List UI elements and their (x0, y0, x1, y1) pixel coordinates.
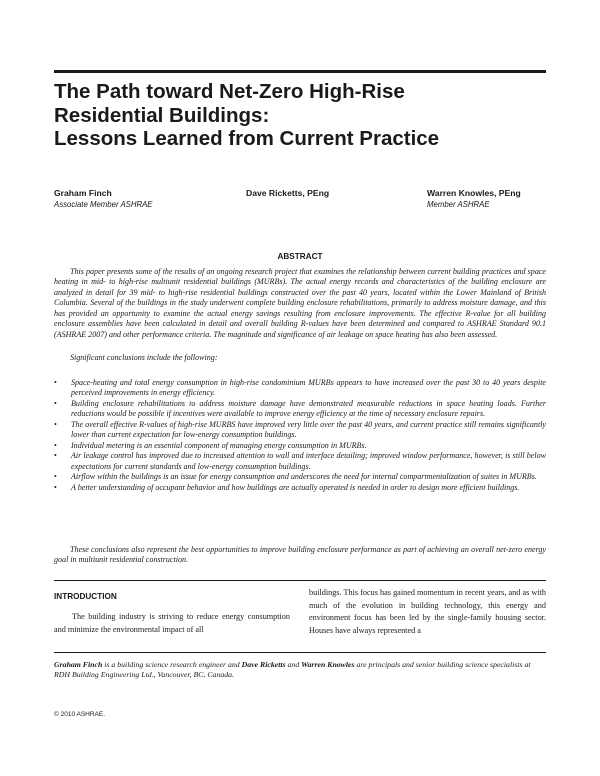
bullet-icon: • (54, 472, 57, 482)
abstract-paragraph-2: Significant conclusions include the following: (70, 353, 218, 362)
abstract-paragraph-1: This paper presents some of the results of an ongoing research project that examines the relationship between current building practices and space heating in mid- to high-rise multiunit residential buildings (MURBs). The actual energy records and characteristics of the building enclosure are analyzed in detail for 39 mid- to high-rise residential buildings constructed over the past 40 years, located within the Lower Mainland of British Columbia. Several of the buildings in the study underwent complete building enclosure rehabilitations, primarily to address moisture damage, and this has provided an opportunity to examine the actual energy savings resulting from enclosure improvements. The effective R-value for all building enclosure assemblies have been calculated in detail and overall building R-values have been determined and compared to ASHRAE Standard 90.1 (ASHRAE 2007) and other performance criteria. The magnitude and significance of air leakage on space heating has also been assessed. (54, 267, 546, 339)
list-item-text: Individual metering is an essential component of managing energy consumption in MURBs. (71, 440, 367, 450)
bullet-icon: • (54, 440, 57, 450)
introduction-heading: INTRODUCTION (54, 592, 117, 601)
title-line-2: Residential Buildings: (54, 103, 270, 127)
list-item-text: Building enclosure rehabilitations to address moisture damage have demonstrated measurable reductions in space heating loads. Further reductions would be possible if incentives were available to improve energy efficiency at the time of necessary enclosure repairs. (71, 398, 546, 419)
bullet-icon: • (54, 378, 57, 387)
bullet-icon: • (54, 451, 57, 461)
footnote-name: Graham Finch (54, 660, 103, 669)
footnote-text: is a building science research engineer and (102, 660, 242, 669)
footnote-divider (54, 652, 546, 653)
list-item-text: A better understanding of occupant behavior and how buildings are actually operated is needed in order to design more efficient buildings. (71, 482, 520, 492)
title-line-3: Lessons Learned from Current Practice (54, 127, 440, 150)
author-name: Graham Finch (54, 188, 112, 198)
list-item-text: Air leakage control has improved due to increased attention to wall and interface detailing; improved window performance, however, is still below expectations for current standards and low-energy consumption buildings. (71, 451, 546, 471)
list-item (54, 483, 546, 493)
bullet-icon: • (54, 419, 57, 429)
list-item (54, 420, 546, 441)
abstract-divider (54, 580, 546, 581)
list-item (54, 472, 546, 482)
list-item-text: Airflow within the buildings is an issue for energy consumption and underscores the need for internal compartmentalization of suites in MURBs. (71, 472, 537, 482)
author-name: Warren Knowles, PEng (427, 188, 521, 198)
author-1 (54, 187, 153, 211)
footnote-text: and (285, 660, 302, 669)
abstract-heading: ABSTRACT (277, 252, 323, 261)
author-affiliation: Member ASHRAE (427, 200, 490, 209)
footnote-text: are principals and senior building science specialists at RDH Building Engineering Ltd., Vancouver, BC, Canada. (54, 660, 531, 680)
author-footnote (54, 660, 546, 680)
bullet-icon: • (54, 398, 57, 408)
conclusions-list (54, 378, 546, 493)
copyright-notice: © 2010 ASHRAE. (54, 711, 106, 718)
body-column-right: buildings. This focus has gained momentum in recent years, and as with much of the evolution in building technology, this energy and environment focus has been led by the single-family housing sector. Houses have always represented a (309, 588, 546, 635)
body-column-left: The building industry is striving to reduce energy consumption and minimize the environmental impact of all (54, 612, 290, 634)
list-item-text: The overall effective R-values of high-rise MURBS have improved very little over the past 40 years, and current practice still remains significantly lower than current expectation for low-energy consumption buildings. (71, 419, 546, 440)
list-item (54, 441, 546, 451)
footnote-name: Warren Knowles (301, 660, 355, 669)
list-item (54, 399, 546, 420)
paper-title (54, 80, 554, 151)
list-item-text: Space-heating and total energy consumption in high-rise condominium MURBs appears to have increased over the past 30 to 40 years despite perceived improvements in energy efficiency. (71, 378, 546, 398)
author-2 (246, 187, 329, 199)
author-affiliation: Associate Member ASHRAE (54, 200, 153, 209)
abstract-paragraph-3: These conclusions also represent the best opportunities to improve building enclosure performance as part of achieving an overall net-zero energy goal in multiunit residential construction. (54, 545, 546, 565)
author-name: Dave Ricketts, PEng (246, 188, 330, 198)
list-item (54, 451, 546, 472)
top-rule (54, 70, 546, 73)
footnote-name: Dave Ricketts (241, 660, 286, 669)
author-3 (427, 187, 521, 211)
title-line-1: The Path toward Net-Zero High-Rise (54, 80, 405, 103)
list-item (54, 378, 546, 399)
bullet-icon: • (54, 482, 57, 492)
